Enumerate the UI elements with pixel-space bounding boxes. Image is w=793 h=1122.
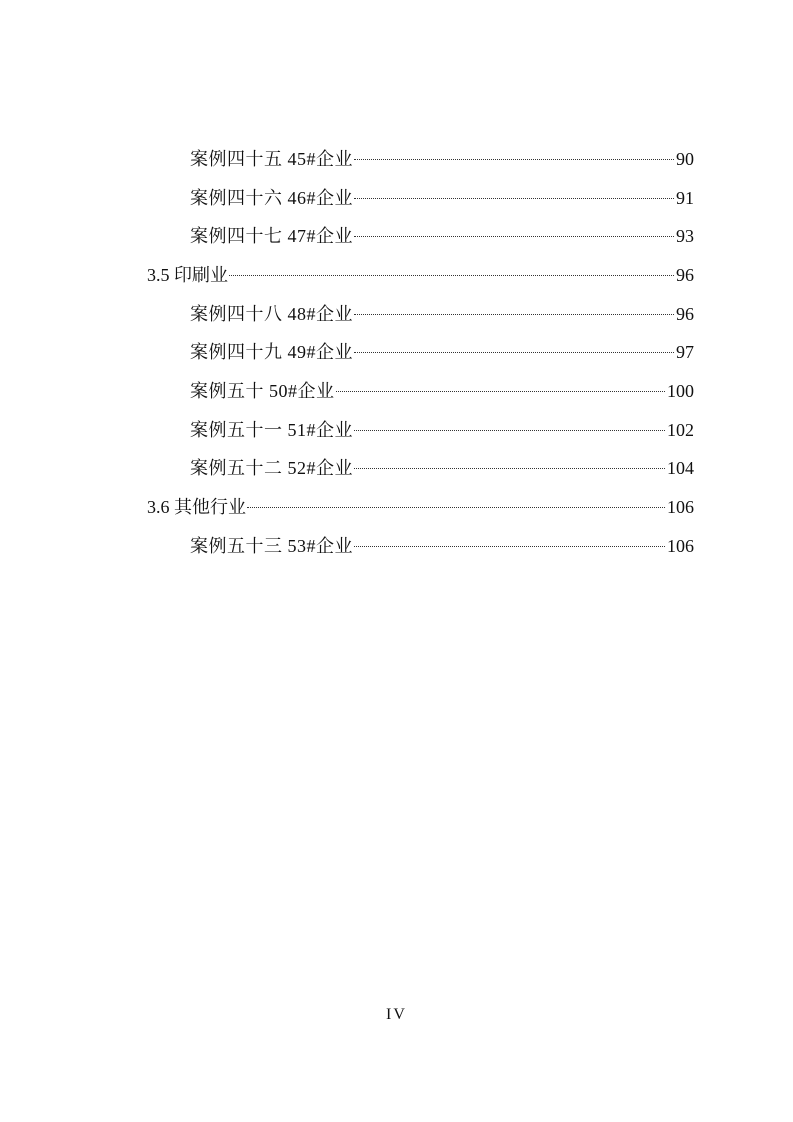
dot-leader [354, 158, 674, 160]
dot-leader [229, 274, 674, 276]
toc-entry-label: 案例四十八 48#企业 [190, 304, 353, 324]
toc-entry-page-number: 106 [667, 536, 694, 556]
dot-leader [354, 197, 674, 199]
toc-entry-case-49[interactable] [190, 339, 694, 365]
toc-entry-case-45[interactable] [190, 146, 694, 172]
toc-entry-page-number: 96 [676, 304, 694, 324]
toc-entry-case-52[interactable] [190, 455, 694, 481]
toc-section-label: 3.5 印刷业 [147, 265, 228, 285]
toc-entry-label: 案例四十七 47#企业 [190, 226, 353, 246]
toc-entry-case-47[interactable] [190, 223, 694, 249]
dot-leader [354, 429, 665, 431]
toc-section-label: 3.6 其他行业 [147, 497, 246, 517]
toc-entry-page-number: 102 [667, 420, 694, 440]
toc-entry-page-number: 106 [667, 497, 694, 517]
toc-entry-label: 案例五十一 51#企业 [190, 420, 353, 440]
toc-entry-page-number: 93 [676, 226, 694, 246]
toc-entry-case-48[interactable] [190, 301, 694, 327]
toc-entry-label: 案例五十二 52#企业 [190, 458, 353, 478]
toc-entry-page-number: 90 [676, 149, 694, 169]
toc-entry-section-3-6[interactable] [147, 494, 694, 520]
toc-entry-case-53[interactable] [190, 533, 694, 559]
page-number-footer: IV [386, 1006, 407, 1023]
toc-entry-page-number: 104 [667, 458, 694, 478]
toc-entry-label: 案例四十六 46#企业 [190, 188, 353, 208]
toc-entry-page-number: 91 [676, 188, 694, 208]
dot-leader [354, 467, 665, 469]
dot-leader [354, 235, 674, 237]
dot-leader [247, 506, 665, 508]
dot-leader [336, 390, 666, 392]
toc-entry-case-51[interactable] [190, 417, 694, 443]
dot-leader [354, 351, 674, 353]
dot-leader [354, 313, 674, 315]
toc-entry-case-46[interactable] [190, 185, 694, 211]
toc-entry-section-3-5[interactable] [147, 262, 694, 288]
toc-entry-page-number: 96 [676, 265, 694, 285]
dot-leader [354, 545, 665, 547]
toc-entry-page-number: 100 [667, 381, 694, 401]
toc-entry-page-number: 97 [676, 342, 694, 362]
toc-entry-label: 案例五十 50#企业 [190, 381, 335, 401]
toc-entry-label: 案例四十五 45#企业 [190, 149, 353, 169]
toc-entry-case-50[interactable] [190, 378, 694, 404]
toc-entry-label: 案例五十三 53#企业 [190, 536, 353, 556]
toc-entry-label: 案例四十九 49#企业 [190, 342, 353, 362]
